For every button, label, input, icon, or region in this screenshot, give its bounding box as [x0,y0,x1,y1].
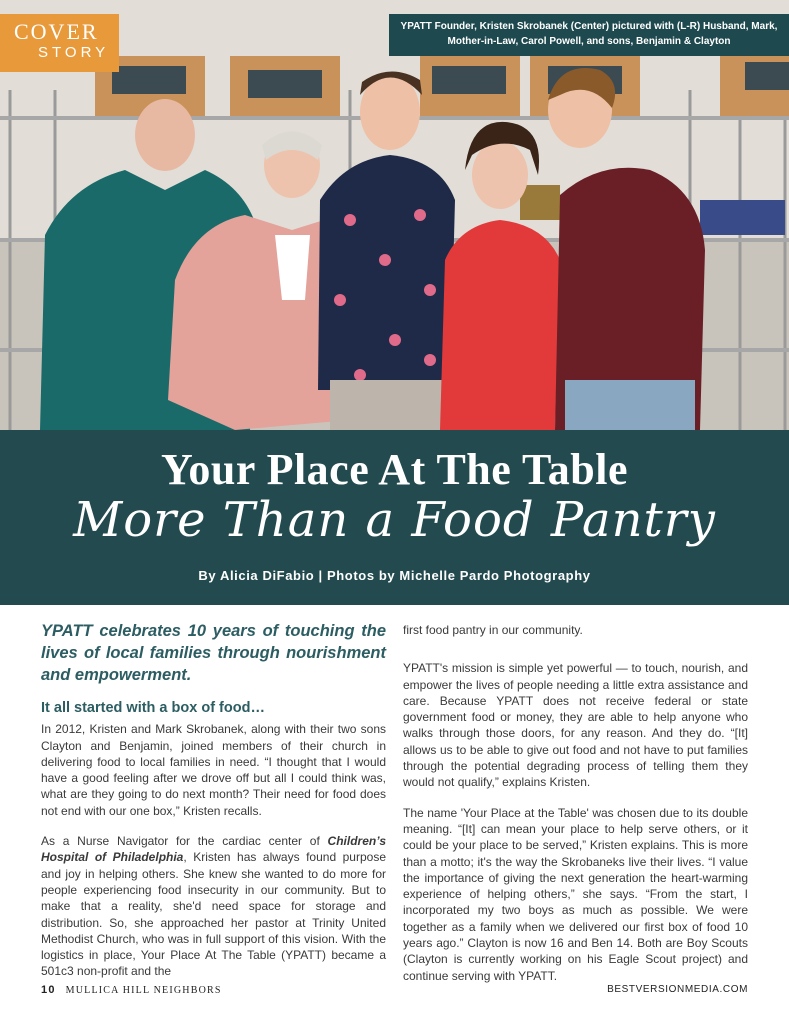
body-paragraph: In 2012, Kristen and Mark Skrobanek, along with their two sons Clayton and Benjamin, joined members of their church in delivering food to local families in need. “I thought that I would have a good feeling after we drove off but all I could think was, what are they going to do next month? Their need for food does not end with our one box,” Kristen recalls. [41,722,386,818]
page-number: 10 [41,984,56,996]
website-link[interactable]: BESTVERSIONMEDIA.COM [607,984,748,995]
cover-tag-line2: STORY [38,44,110,61]
section-heading: It all started with a box of food… [41,700,265,716]
left-column [41,620,386,980]
body-paragraph: first food pantry in our community. [403,623,583,637]
body-paragraph [41,833,386,980]
article-subtitle: More Than a Food Pantry [73,492,716,548]
publication-name: MULLICA HILL NEIGHBORS [65,985,222,996]
cover-photo [0,0,789,430]
cover-tag-line1: COVER [14,19,99,44]
right-column [403,622,748,984]
cover-story-tag [0,14,119,72]
title-band [0,430,789,605]
text-run: As a Nurse Navigator for the cardiac center of [41,834,328,849]
body-paragraph: YPATT's mission is simple yet powerful — to touch, nourish, and empower the lives of people needing a little extra assistance and care. Because YPATT does not receive federal or state government food or money, they are able to help anyone who walks through those doors, for any reason. And they do. “[It] allows us to be able to give out food and not have to put families through the potential degrading process of telling them they would not qualify,” explains Kristen. [403,661,748,790]
text-run: , Kristen has always found purpose and joy in helping others. She knew she wanted to do more for people experiencing food insecurity in our community. But to make that a reality, she'd need space for storage and distribution. So, she approached her pastor at Trinity United Methodist Church, who was in full support of this vision. With the logistics in place, Your Place At The Table (YPATT) became a 501c3 non-profit and the [41,850,386,979]
photo-caption: YPATT Founder, Kristen Skrobanek (Center) pictured with (L-R) Husband, Mark, Mother-in-Law, Carol Powell, and sons, Benjamin & Clayton [389,14,789,56]
body-paragraph: The name 'Your Place at the Table' was chosen due to its double meaning. “[It] can mean your place to help serve others, or it could be your place to be served,” Kristen explains. This is more than a motto; it's the way the Skrobaneks live their lives. “I value the importance of giving the next generation the heart-warming experience of helping others,” she says. “From the start, I incorporated my two boys as much as possible. We were together as a family when we delivered our first box of food 10 years ago.” Clayton is now 16 and Ben 14. Both are Boy Scouts (Clayton is currently working on his Eagle Scout project) and continue serving with YPATT. [403,805,748,983]
byline: By Alicia DiFabio | Photos by Michelle Pardo Photography [198,568,591,583]
article-title: Your Place At The Table [160,445,629,494]
lead-paragraph: YPATT celebrates 10 years of touching the lives of local families through nourishment and empowerment. [41,622,386,684]
page-footer-left [41,984,222,996]
hospital-name: Children’s Hospital of Philadelphia [41,834,386,865]
